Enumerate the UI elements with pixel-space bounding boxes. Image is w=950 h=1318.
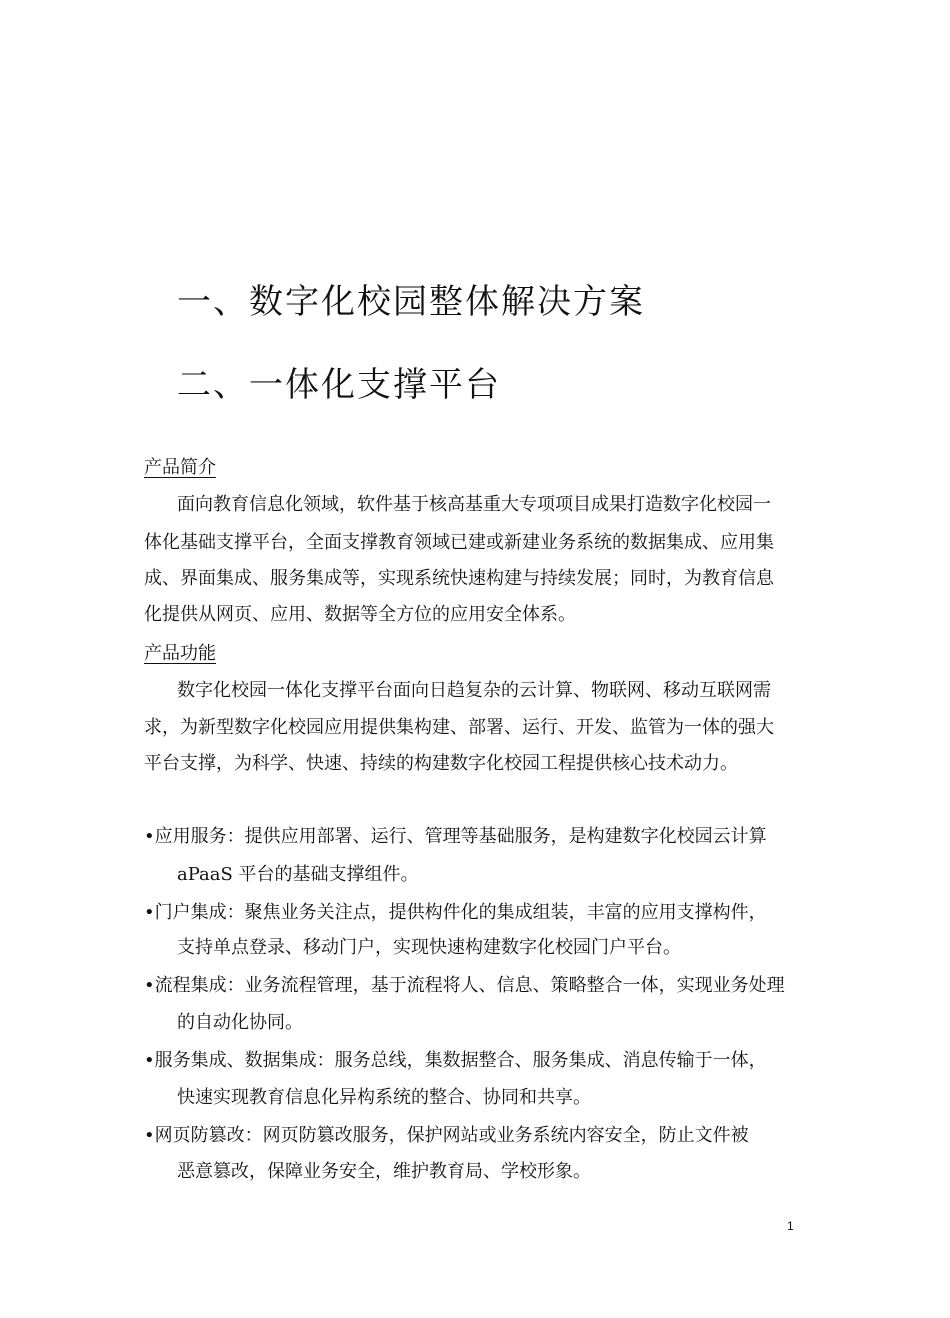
bullet-item-line1: •流程集成：业务流程管理，基于流程将人、信息、策略整合一体，实现业务处理 [144, 975, 785, 996]
bullet-item-line2: 快速实现教育信息化异构系统的整合、协同和共享。 [177, 1087, 591, 1108]
bullet-item-line2: aPaaS 平台的基础支撑组件。 [177, 864, 419, 885]
bullet-item-line2: 恶意篡改，保障业务安全，维护教育局、学校形象。 [177, 1161, 591, 1182]
heading-1: 一、数字化校园整体解决方案 [177, 282, 645, 322]
intro-line: 体化基础支撑平台，全面支撑教育领域已建或新建业务系统的数据集成、应用集 [144, 532, 774, 553]
features-line: 数字化校园一体化支撑平台面向日趋复杂的云计算、物联网、移动互联网需 [177, 680, 771, 701]
section-title-features: 产品功能 [144, 643, 216, 664]
intro-line: 化提供从网页、应用、数据等全方位的应用安全体系。 [144, 604, 576, 625]
bullet-item-line2: 的自动化协同。 [177, 1012, 303, 1033]
page-number: 1 [787, 1219, 794, 1233]
intro-line: 成、界面集成、服务集成等，实现系统快速构建与持续发展；同时，为教育信息 [144, 568, 774, 589]
features-line: 求，为新型数字化校园应用提供集构建、部署、运行、开发、监管为一体的强大 [144, 717, 774, 738]
section-title-intro: 产品简介 [144, 457, 216, 478]
features-line: 平台支撑，为科学、快速、持续的构建数字化校园工程提供核心技术动力。 [144, 753, 738, 774]
heading-2: 二、一体化支撑平台 [177, 365, 501, 405]
bullet-item-line1: •网页防篡改：网页防篡改服务，保护网站或业务系统内容安全，防止文件被 [144, 1125, 749, 1146]
bullet-item-line1: •应用服务：提供应用部署、运行、管理等基础服务，是构建数字化校园云计算 [144, 826, 767, 847]
bullet-item-line1: •服务集成、数据集成：服务总线，集数据整合、服务集成、消息传输于一体， [144, 1050, 767, 1071]
bullet-item-line1: •门户集成：聚焦业务关注点，提供构件化的集成组装，丰富的应用支撑构件， [144, 902, 767, 923]
bullet-item-line2: 支持单点登录、移动门户，实现快速构建数字化校园门户平台。 [177, 937, 681, 958]
intro-line: 面向教育信息化领域，软件基于核高基重大专项项目成果打造数字化校园一 [177, 494, 771, 515]
